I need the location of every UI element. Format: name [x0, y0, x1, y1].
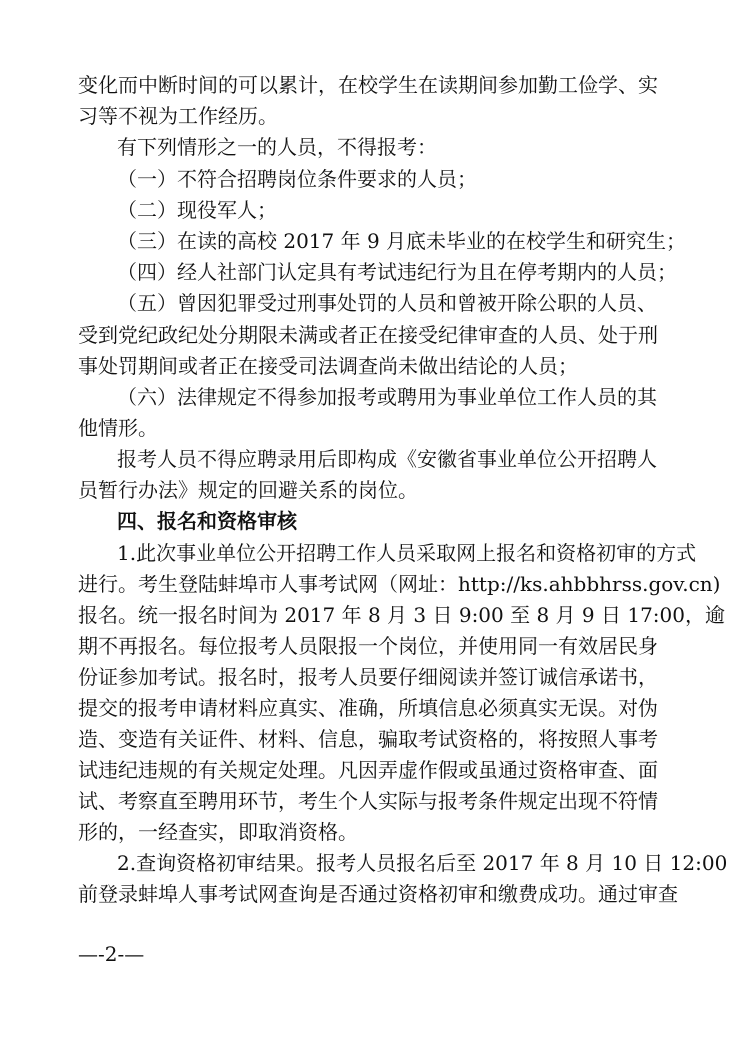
exclusion-item-3: （三）在读的高校 2017 年 9 月底未毕业的在校学生和研究生； [117, 229, 687, 253]
exclusion-item-5-line-2: 受到党纪政纪处分期限未满或者正在接受纪律审查的人员、处于刑 [78, 323, 658, 347]
avoidance-paragraph-line-2: 员暂行办法》规定的回避关系的岗位。 [78, 478, 418, 502]
registration-paragraph-line-8: 试违纪违规的有关规定处理。凡因弄虚作假或虽通过资格审查、面 [78, 758, 658, 782]
registration-paragraph-line-4: 期不再报名。每位报考人员限报一个岗位，并使用同一有效居民身 [78, 634, 658, 658]
registration-paragraph-line-2: 进行。考生登陆蚌埠市人事考试网（网址：http://ks.ahbbhrss.gov.cn) [78, 572, 721, 596]
exclusion-item-1: （一）不符合招聘岗位条件要求的人员； [117, 167, 477, 191]
avoidance-paragraph-line-1: 报考人员不得应聘录用后即构成《安徽省事业单位公开招聘人 [117, 447, 657, 471]
registration-paragraph-line-9: 试、考察直至聘用环节，考生个人实际与报考条件规定出现不符情 [78, 789, 658, 813]
registration-paragraph-line-3: 报名。统一报名时间为 2017 年 8 月 3 日 9:00 至 8 月 9 日 17:00，逾 [78, 603, 725, 627]
exclusion-item-6-line-2: 他情形。 [78, 416, 158, 440]
registration-paragraph-line-7: 造、变造有关证件、材料、信息，骗取考试资格的，将按照人事考 [78, 727, 658, 751]
exclusion-item-5-line-3: 事处罚期间或者正在接受司法调查尚未做出结论的人员； [78, 354, 578, 378]
registration-paragraph-line-1: 1.此次事业单位公开招聘工作人员采取网上报名和资格初审的方式 [117, 541, 697, 565]
exclusion-item-4: （四）经人社部门认定具有考试违纪行为且在停考期内的人员； [117, 260, 677, 284]
page-number: —‑2‑— [78, 942, 145, 966]
exclusion-item-2: （二）现役军人； [117, 198, 277, 222]
exclusion-item-6-line-1: （六）法律规定不得参加报考或聘用为事业单位工作人员的其 [117, 385, 657, 409]
section-heading: 四、报名和资格审核 [117, 509, 297, 533]
qualification-result-line-1: 2.查询资格初审结果。报考人员报名后至 2017 年 8 月 10 日 12:00 [117, 851, 728, 875]
registration-paragraph-line-5: 份证参加考试。报名时，报考人员要仔细阅读并签订诚信承诺书， [78, 665, 658, 689]
exclusion-intro: 有下列情形之一的人员，不得报考： [117, 135, 437, 159]
registration-paragraph-line-10: 形的，一经查实，即取消资格。 [78, 820, 358, 844]
paragraph-work-experience-line-1: 变化而中断时间的可以累计，在校学生在读期间参加勤工俭学、实 [78, 73, 658, 97]
exclusion-item-5-line-1: （五）曾因犯罪受过刑事处罚的人员和曾被开除公职的人员、 [117, 291, 657, 315]
paragraph-work-experience-line-2: 习等不视为工作经历。 [78, 104, 278, 128]
registration-paragraph-line-6: 提交的报考申请材料应真实、准确，所填信息必须真实无误。对伪 [78, 696, 658, 720]
qualification-result-line-2: 前登录蚌埠人事考试网查询是否通过资格初审和缴费成功。通过审查 [78, 882, 678, 906]
